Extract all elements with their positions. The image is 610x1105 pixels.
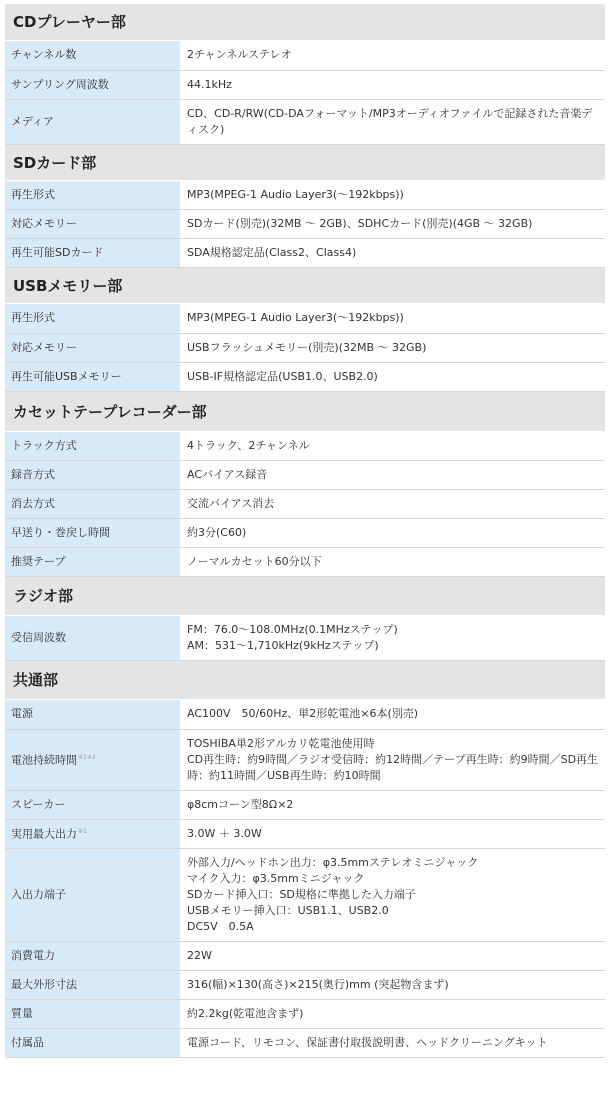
spec-label: 推奨テープ [11,555,66,568]
spec-value-cell [180,70,605,99]
footnote-marker: ※1※2 [78,754,96,762]
spec-row [5,1028,605,1057]
spec-row [5,210,605,239]
spec-value-cell [180,970,605,999]
spec-value-cell [180,941,605,970]
spec-label-cell [5,333,180,362]
spec-table [5,304,605,392]
spec-row [5,700,605,729]
spec-value-cell [180,239,605,268]
spec-label: 再生可能SDカード [11,246,104,259]
spec-label-cell [5,239,180,268]
spec-value: MP3(MPEG-1 Audio Layer3(～192kbps)) [187,187,404,201]
spec-label: 付属品 [11,1035,44,1049]
spec-label-cell [5,616,180,661]
spec-value-cell [180,461,605,490]
spec-value-cell [180,999,605,1028]
spec-value: 外部入力/ヘッドホン出力：φ3.5mmステレオミニジャック [187,855,479,869]
spec-label-cell [5,41,180,70]
spec-label: 質量 [11,1006,33,1020]
spec-value: USBフラッシュメモリー(別売)(32MB ～ 32GB) [187,340,427,354]
spec-value: 4トラック、2チャンネル [187,438,310,452]
spec-label-cell [5,999,180,1028]
spec-row [5,362,605,391]
spec-row [5,181,605,210]
spec-row [5,616,605,661]
spec-value-cell [180,432,605,461]
spec-label: 再生形式 [11,187,55,201]
spec-label-cell [5,941,180,970]
spec-value-cell [180,519,605,548]
spec-label-cell [5,362,180,391]
spec-label-cell [5,461,180,490]
spec-label-cell [5,729,180,790]
spec-value: 44.1kHz [187,77,232,91]
spec-row [5,432,605,461]
spec-label-cell [5,819,180,848]
spec-value: 2チャンネルステレオ [187,48,292,62]
spec-label: 電池持続時間 [11,753,77,767]
spec-value: SDA規格認定品(Class2、Class4) [187,246,357,259]
spec-value: MP3(MPEG-1 Audio Layer3(～192kbps)) [187,311,404,325]
spec-sheet [5,0,605,1058]
spec-label-cell [5,790,180,819]
spec-row [5,41,605,70]
spec-label: スピーカー [11,797,66,811]
spec-value: CD、CD-R/RW(CD-DAフォーマット/MP3オーディオファイルで記録された音楽ディスク) [187,106,593,136]
spec-label: 実用最大出力 [11,827,77,841]
spec-row [5,519,605,548]
spec-table [5,41,605,145]
spec-label-cell [5,970,180,999]
section-title: 共通部 [5,661,605,700]
spec-label-cell [5,304,180,333]
spec-label-cell [5,181,180,210]
spec-value: SDカード挿入口：SD規格に準拠した入力端子 [187,887,416,901]
spec-value: マイク入力：φ3.5mmミニジャック [187,871,365,885]
spec-row [5,490,605,519]
spec-value: AM：531～1,710kHz(9kHzステップ) [187,639,379,652]
spec-value: SDカード(別売)(32MB ～ 2GB)、SDHCカード(別売)(4GB ～ 32GB) [187,217,533,230]
spec-row [5,941,605,970]
spec-table [5,616,605,661]
spec-value: 22W [187,948,212,962]
spec-label-cell [5,848,180,941]
spec-value: CD再生時：約9時間／ラジオ受信時：約12時間／テープ再生時：約9時間／SD再生時：約11時間／USB再生時：約10時間 [187,752,599,782]
spec-value-cell [180,181,605,210]
spec-label: 入出力端子 [11,887,66,901]
spec-row [5,70,605,99]
spec-value: AC100V 50/60Hz、単2形乾電池×6本(別売) [187,707,419,721]
spec-value-cell [180,729,605,790]
spec-value-cell [180,362,605,391]
spec-value: 316(幅)×130(高さ)×215(奥行)mm (突起物含まず) [187,977,449,991]
spec-value-cell [180,490,605,519]
spec-row [5,848,605,941]
section-title: ラジオ部 [5,577,605,616]
spec-value-cell [180,848,605,941]
spec-value-cell [180,819,605,848]
spec-value: 電源コード、リモコン、保証書付取扱説明書、ヘッドクリーニングキット [187,1035,548,1049]
footnote-marker: ※1 [78,828,87,836]
spec-label: 再生可能USBメモリー [11,369,122,383]
section-title: カセットテープレコーダー部 [5,392,605,432]
spec-value: DC5V 0.5A [187,919,254,933]
spec-row [5,729,605,790]
spec-row [5,790,605,819]
spec-value-cell [180,790,605,819]
spec-row [5,333,605,362]
spec-label: チャンネル数 [11,48,77,62]
spec-row [5,304,605,333]
spec-label: 最大外形寸法 [11,977,77,991]
spec-value: ノーマルカセット60分以下 [187,555,322,568]
spec-label: 対応メモリー [11,217,77,230]
spec-row [5,970,605,999]
spec-value: USBメモリー挿入口：USB1.1、USB2.0 [187,903,389,917]
spec-table [5,432,605,578]
spec-label-cell [5,1028,180,1057]
spec-value: TOSHIBA単2形アルカリ乾電池使用時 [187,736,375,750]
spec-label: トラック方式 [11,438,77,452]
spec-value: ACバイアス録音 [187,468,268,481]
spec-row [5,99,605,144]
spec-value: φ8cmコーン型8Ω×2 [187,797,294,811]
spec-value-cell [180,41,605,70]
spec-value: 約3分(C60) [187,526,247,539]
spec-value-cell [180,1028,605,1057]
spec-row [5,819,605,848]
spec-value-cell [180,99,605,144]
spec-value: USB-IF規格認定品(USB1.0、USB2.0) [187,369,378,383]
spec-value-cell [180,548,605,577]
spec-label: サンプリング周波数 [11,77,109,91]
spec-label-cell [5,432,180,461]
spec-label: 受信周波数 [11,631,66,644]
spec-label: 再生形式 [11,311,55,325]
section-title: USBメモリー部 [5,268,605,304]
spec-label: 消去方式 [11,497,55,510]
spec-label-cell [5,490,180,519]
spec-row [5,999,605,1028]
spec-value-cell [180,333,605,362]
spec-label-cell [5,70,180,99]
spec-label: 録音方式 [11,468,55,481]
spec-value-cell [180,700,605,729]
spec-label-cell [5,548,180,577]
spec-label: 電源 [11,707,33,721]
section-title: CDプレーヤー部 [5,4,605,41]
spec-label-cell [5,210,180,239]
spec-row [5,461,605,490]
spec-value: 交流バイアス消去 [187,497,275,510]
section-title: SDカード部 [5,145,605,181]
spec-value-cell [180,616,605,661]
spec-label-cell [5,700,180,729]
spec-value-cell [180,304,605,333]
spec-label: 対応メモリー [11,340,77,354]
spec-label-cell [5,519,180,548]
spec-row [5,548,605,577]
spec-label: 消費電力 [11,948,55,962]
spec-label: メディア [11,114,55,128]
spec-table [5,181,605,269]
spec-value: 約2.2kg(乾電池含まず) [187,1006,304,1020]
spec-value: 3.0W ＋ 3.0W [187,826,262,840]
spec-label-cell [5,99,180,144]
spec-row [5,239,605,268]
spec-value: FM：76.0～108.0MHz(0.1MHzステップ) [187,623,398,636]
spec-label: 早送り・巻戻し時間 [11,526,110,539]
spec-value-cell [180,210,605,239]
spec-table [5,700,605,1058]
